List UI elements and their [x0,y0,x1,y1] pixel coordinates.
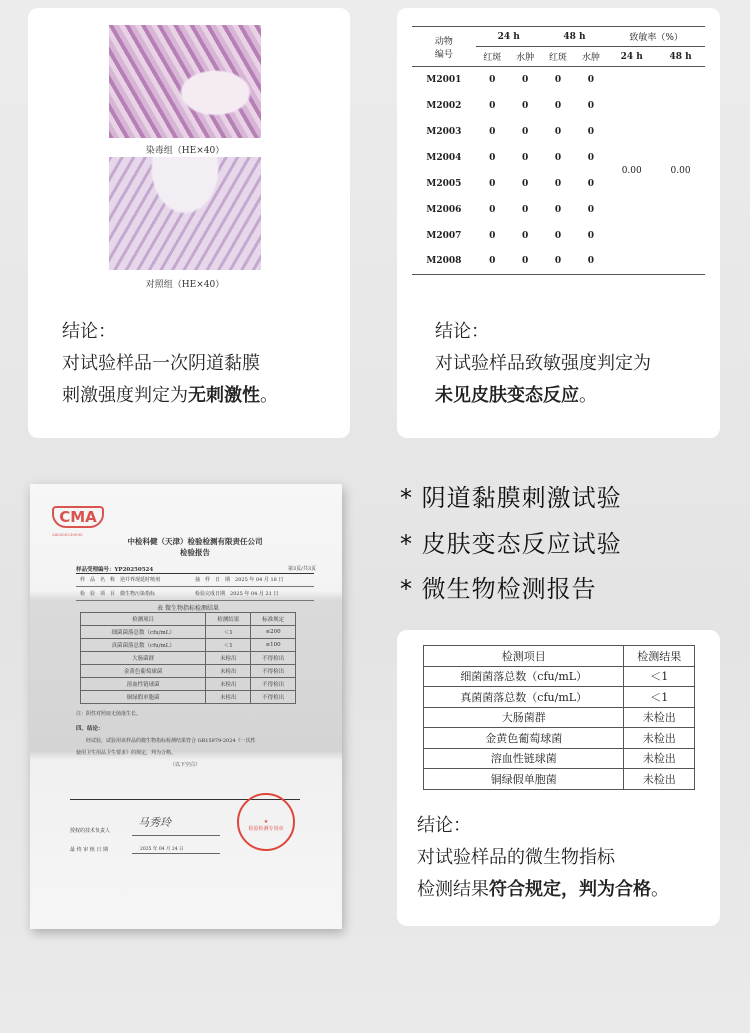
conclusion-end: 。 [651,879,669,900]
score-cell: 0 [489,256,496,267]
result-cell: 未检出 [624,769,695,790]
score-cell: 0 [522,178,529,189]
score-cell: 0 [587,256,594,267]
sensitization-card [397,8,720,438]
score-cell: 0 [554,100,562,111]
table-row [81,665,296,678]
table-row [424,769,695,790]
company-name: 中检科健（天津）检验检测有限责任公司 [127,537,263,546]
conclusion-end: 。 [260,385,278,406]
cell: 未检出 [206,691,251,704]
score-cell: 0 [489,74,496,85]
sampling-date: 2025 年 04 月 18 日 [235,577,284,583]
score-cell: 0 [489,100,496,111]
irritation-conclusion [62,316,278,412]
cell: 不得检出 [251,678,296,691]
score-cell: 0 [587,126,594,137]
sensitization-table [412,26,705,275]
conclusion-text: 刺激强度判定为 [62,385,188,406]
microbe-card [397,630,720,926]
animal-id: M2001 [426,74,462,85]
result-cell: 未检出 [624,748,695,769]
report-table [80,612,296,704]
animal-id: M2006 [426,204,462,215]
microbe-conclusion [417,810,669,906]
cell: 不得检出 [251,665,296,678]
score-cell: 0 [522,230,529,241]
score-cell: 0 [522,152,529,163]
header-cell: 标准规定 [251,613,296,626]
finish-date: 2025 年 04 月 21 日 [230,591,279,597]
result-cell: ＜1 [624,687,695,708]
rate-24h: 0.00 [621,165,642,176]
col-erythema: 红斑 [483,53,502,63]
table-row [424,728,695,749]
table-row [424,707,695,728]
cma-logo: CMA [52,506,104,528]
heading-irritation: * 阴道黏膜刺激试验 [400,484,622,512]
col-rate-48h: 48 h [669,51,692,62]
score-cell: 0 [522,256,529,267]
score-cell: 0 [489,204,496,215]
conclusion-line: 对试验样品一次阴道黏膜 [62,353,260,374]
table-header-row [81,613,296,626]
col-edema: 水肿 [516,53,535,63]
table-row [81,691,296,704]
score-cell: 0 [587,74,594,85]
official-stamp: ★ 检验检测专用章 [237,793,295,851]
conclusion-text: 检测结果 [417,879,489,900]
score-cell: 0 [489,126,496,137]
score-cell: 0 [554,230,562,241]
cell: ≤200 [251,626,296,639]
cell: 大肠菌群 [81,652,206,665]
cell: 铜绿假单胞菌 [81,691,206,704]
conclusion-line: 对试验样品致敏强度判定为 [435,353,651,374]
col-rate: 致敏率（%） [607,27,705,47]
cell: 未检出 [206,652,251,665]
label: 检 验 项 目 [80,591,116,597]
score-cell: 0 [489,178,496,189]
animal-id: M2004 [426,152,462,163]
cell: 金黄色葡萄球菌 [81,665,206,678]
sensitization-conclusion [435,316,651,412]
signer-label: 授权的技术负责人 [70,828,111,834]
conclusion-title: 结论： [435,321,489,342]
heading-microbe: * 微生物检测报告 [400,575,597,603]
table-row [81,652,296,665]
table-row [424,687,695,708]
col-24h: 24 h [476,27,542,47]
score-cell: 0 [554,152,562,163]
conclusion-text: 使用卫生用品卫生要求》的规定，判为合格。 [76,750,177,756]
col-rate-24h: 24 h [620,51,643,62]
signature: 马秀玲 [138,816,171,829]
cell: 细菌菌落总数（cfu/mL） [81,626,206,639]
cell: 未检出 [206,665,251,678]
col-edema: 水肿 [581,53,600,63]
cell: 真菌菌落总数（cfu/mL） [81,639,206,652]
sample-name: 逆并界现延时喷剂 [120,577,161,583]
score-cell: 0 [522,100,529,111]
table-row [424,748,695,769]
score-cell: 0 [489,152,496,163]
score-cell: 0 [554,178,562,189]
conclusion-end: 。 [579,385,597,406]
review-date: 2025 年 04 月 24 日 [140,847,184,852]
table-row [81,678,296,691]
result-cell: 未检出 [624,707,695,728]
score-cell: 0 [587,100,594,111]
test-report-document [30,484,342,929]
label: 检验完成日期 [195,591,226,597]
header-cell: 检测项目 [424,646,624,667]
header-cell: 检测结果 [206,613,251,626]
table-row [81,639,296,652]
result-cell: 未检出 [624,728,695,749]
table-header-row [424,646,695,667]
page-number: 第3页/共3页 [288,566,317,572]
conclusion-line: 对试验样品的微生物指标 [417,847,615,868]
table-row [424,666,695,687]
result-cell: ＜1 [624,666,695,687]
conclusion-text: 经试验，试验用该样品的微生物指标检测结果符合 GB15979-2024《一次性 [86,738,256,744]
cell: 不得检出 [251,691,296,704]
item-cell: 溶血性链球菌 [424,748,624,769]
histology-image-control [109,157,261,270]
cell: ＜1 [206,639,251,652]
label: 抽 样 日 期 [195,577,231,583]
conclusion-result: 未见皮肤变态反应 [435,385,579,406]
header-cell: 检测项目 [81,613,206,626]
item-cell: 金黄色葡萄球菌 [424,728,624,749]
test-item: 微生物污染指标 [120,591,156,597]
score-cell: 0 [522,74,529,85]
label: 样 品 名 称 [80,577,116,583]
blank-note: （以下空白） [170,762,201,768]
caption-control: 对照组（HE×40） [145,280,225,290]
table-row [81,626,296,639]
item-cell: 铜绿假单胞菌 [424,769,624,790]
rate-48h: 0.00 [670,165,691,176]
score-cell: 0 [587,204,594,215]
section-title: 四、结论： [76,726,104,732]
animal-id: M2003 [426,126,462,137]
report-title: 检验报告 [180,548,210,557]
score-cell: 0 [489,230,496,241]
score-cell: 0 [554,204,562,215]
score-cell: 0 [554,74,562,85]
cell: 未检出 [206,678,251,691]
irritation-card [28,8,350,438]
score-cell: 0 [587,230,594,241]
col-animal: 动物 编号 [434,36,453,60]
conclusion-title: 结论： [62,321,116,342]
heading-sensitization: * 皮肤变态反应试验 [400,530,622,558]
cell: ＜1 [206,626,251,639]
table-title: 表 微生物指标检测结果 [157,605,219,612]
col-48h: 48 h [542,27,608,47]
item-cell: 真菌菌落总数（cfu/mL） [424,687,624,708]
conclusion-result: 符合规定，判为合格 [489,879,651,900]
item-cell: 大肠菌群 [424,707,624,728]
cell: ≤100 [251,639,296,652]
conclusion-title: 结论： [417,815,471,836]
score-cell: 0 [587,152,594,163]
histology-image-test [109,25,261,138]
score-cell: 0 [522,126,529,137]
animal-id: M2008 [426,256,462,267]
review-label: 最 终 审 核 日 期 [70,847,108,853]
col-erythema: 红斑 [549,53,568,63]
item-cell: 细菌菌落总数（cfu/mL） [424,666,624,687]
cell: 不得检出 [251,652,296,665]
animal-id: M2005 [426,178,462,189]
score-cell: 0 [554,126,562,137]
conclusion-result: 无刺激性 [188,385,260,406]
caption-test: 染毒组（HE×40） [145,146,225,156]
sample-number: 样品受理编号：YP20250524 [76,567,154,573]
table-row [412,67,705,93]
score-cell: 0 [587,178,594,189]
score-cell: 0 [554,256,562,267]
note: 注：阴性对照皿无菌落生长。 [76,711,142,717]
animal-id: M2002 [426,100,462,111]
cert-number: 240200230095 [52,532,83,537]
header-cell: 检测结果 [624,646,695,667]
microbe-table [423,645,695,790]
cell: 溶血性链球菌 [81,678,206,691]
score-cell: 0 [522,204,529,215]
animal-id: M2007 [426,230,462,241]
